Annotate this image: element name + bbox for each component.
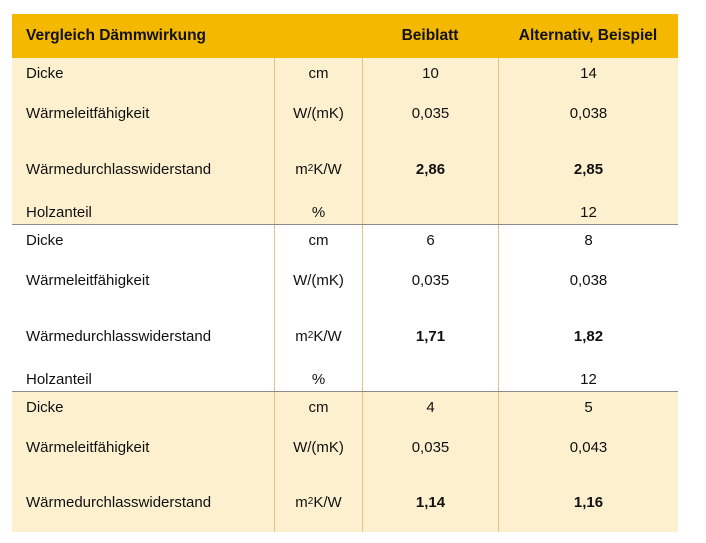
row-value-alternativ: 14 [498, 58, 678, 88]
header-title: Vergleich Dämmwirkung [26, 27, 207, 44]
row-value-alternativ: 12 [498, 367, 678, 391]
table-row [12, 200, 678, 224]
row-value-alternativ: 0,038 [498, 255, 678, 305]
row-label: Wärmedurchlasswiderstand [26, 493, 212, 511]
table-row [12, 472, 678, 532]
table-header [12, 14, 678, 58]
row-label: Wärmeleitfähigkeit [26, 271, 150, 289]
row-value-alternativ: 5 [498, 392, 678, 422]
row-label: Holzanteil [26, 203, 92, 221]
row-value-beiblatt: 1,71 [362, 305, 498, 367]
row-label: Dicke [26, 64, 64, 82]
row-label: Dicke [26, 398, 64, 416]
unit-rest: K/W [313, 493, 342, 511]
row-value-beiblatt: 2,86 [362, 138, 498, 200]
table-row [12, 367, 678, 391]
table-row [12, 255, 678, 305]
row-value-beiblatt: 10 [362, 58, 498, 88]
table-row [12, 305, 678, 367]
row-label: Wärmeleitfähigkeit [26, 438, 150, 456]
row-unit: m 2 K/W [274, 472, 362, 532]
row-unit: cm [274, 58, 362, 88]
row-value-alternativ: 0,038 [498, 88, 678, 138]
row-value-beiblatt: 6 [362, 225, 498, 255]
row-label: Wärmedurchlasswiderstand [26, 160, 212, 178]
unit-rest: K/W [313, 327, 342, 345]
row-unit: cm [274, 225, 362, 255]
header-unit [274, 14, 362, 58]
row-value-alternativ: 0,043 [498, 422, 678, 472]
row-unit: W/(mK) [274, 422, 362, 472]
table-row [12, 224, 678, 255]
unit-base: m [295, 327, 308, 345]
table-row [12, 138, 678, 200]
table-row [12, 58, 678, 88]
row-value-alternativ: 2,85 [498, 138, 678, 200]
row-label: Wärmedurchlasswiderstand [26, 327, 212, 345]
row-value-beiblatt: 0,035 [362, 255, 498, 305]
unit-rest: K/W [313, 160, 342, 178]
row-value-alternativ: 12 [498, 200, 678, 224]
row-unit: W/(mK) [274, 88, 362, 138]
row-value-beiblatt [362, 367, 498, 391]
comparison-table [12, 14, 678, 532]
unit-base: m [295, 160, 308, 178]
header-beiblatt: Beiblatt [401, 27, 459, 44]
row-value-beiblatt: 0,035 [362, 88, 498, 138]
row-unit: m 2 K/W [274, 138, 362, 200]
header-alternativ: Alternativ, Beispiel [518, 27, 658, 44]
row-value-beiblatt: 0,035 [362, 422, 498, 472]
row-label: Dicke [26, 231, 64, 249]
row-unit: m 2 K/W [274, 305, 362, 367]
table-row [12, 88, 678, 138]
row-value-beiblatt [362, 200, 498, 224]
row-value-alternativ: 1,16 [498, 472, 678, 532]
row-label: Wärmeleitfähigkeit [26, 104, 150, 122]
row-unit: % [274, 200, 362, 224]
unit-base: m [295, 493, 308, 511]
row-unit: % [274, 367, 362, 391]
table-row [12, 422, 678, 472]
row-unit: cm [274, 392, 362, 422]
row-unit: W/(mK) [274, 255, 362, 305]
row-value-alternativ: 8 [498, 225, 678, 255]
row-value-beiblatt: 1,14 [362, 472, 498, 532]
table-row [12, 391, 678, 422]
row-value-alternativ: 1,82 [498, 305, 678, 367]
row-value-beiblatt: 4 [362, 392, 498, 422]
row-label: Holzanteil [26, 370, 92, 388]
